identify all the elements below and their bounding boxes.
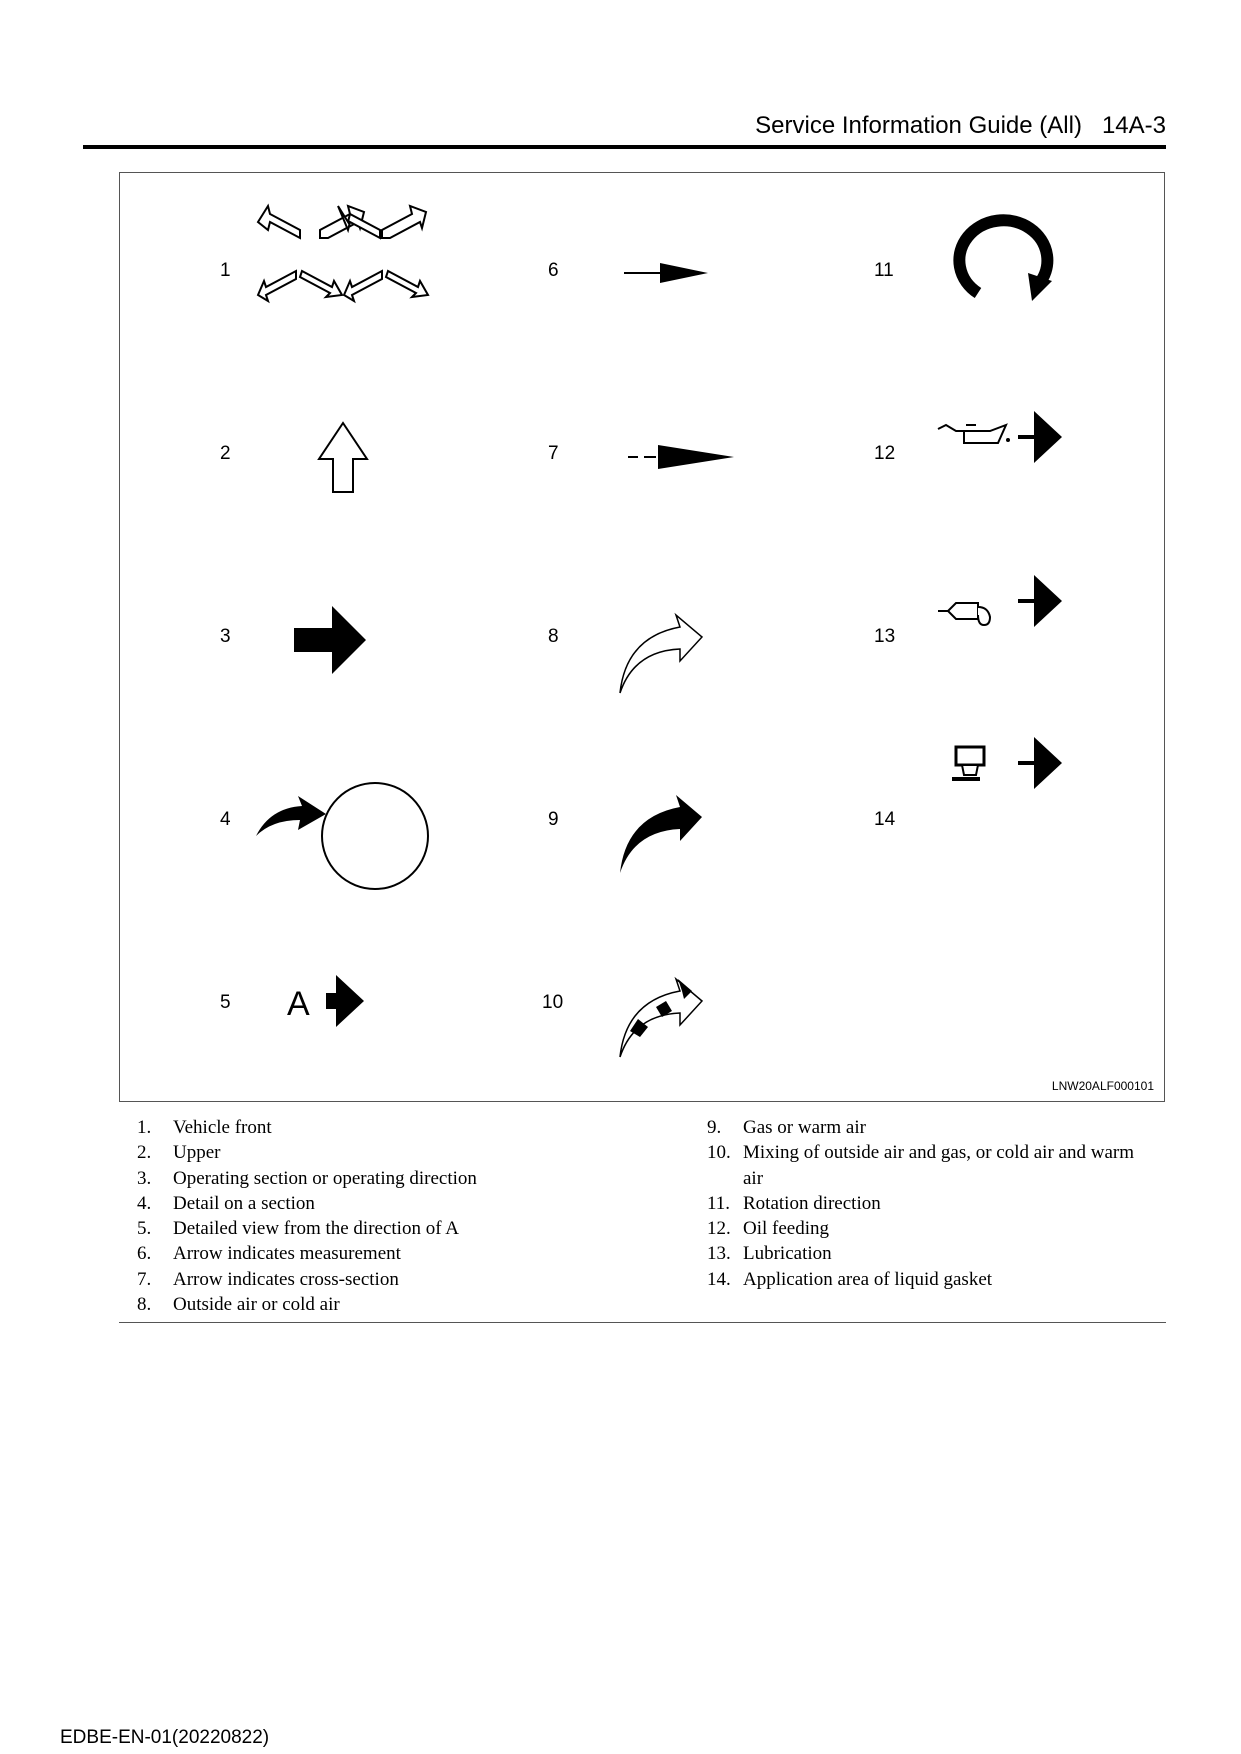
striped-curved-arrow-icon — [620, 979, 702, 1057]
header-title: Service Information Guide (All) — [755, 112, 1082, 139]
legend-right — [707, 1115, 1137, 1292]
symbol-number: 8 — [548, 626, 559, 647]
legend-item: 11. Rotation direction — [707, 1192, 881, 1214]
symbol-figure — [119, 172, 1165, 1102]
page-number: 14A-3 — [1101, 112, 1166, 139]
symbol-number: 10 — [542, 992, 564, 1013]
curved-arrow-circle-icon — [256, 783, 428, 889]
symbol-number: 12 — [874, 443, 896, 464]
oil-can-arrow-icon — [938, 411, 1062, 463]
measurement-arrow-icon — [624, 263, 708, 283]
legend-item: 4. Detail on a section — [137, 1192, 315, 1214]
outline-curved-arrow-icon — [620, 615, 702, 693]
vehicle-front-arrows-icon — [258, 206, 428, 301]
figure-id: LNW20ALF000101 — [1051, 1079, 1154, 1093]
legend-left — [137, 1115, 557, 1317]
symbol-number: 7 — [548, 443, 559, 464]
legend-item: 3. Operating section or operating direction — [137, 1167, 477, 1189]
legend-item: 8. Outside air or cold air — [137, 1294, 340, 1316]
legend-item: 1. Vehicle front — [137, 1117, 272, 1138]
liquid-gasket-arrow-icon — [952, 737, 1062, 789]
view-a-arrow-icon — [287, 975, 364, 1027]
legend-item: 2. Upper — [137, 1142, 221, 1164]
rotation-arrow-icon — [959, 220, 1052, 301]
legend-item: 13. Lubrication — [707, 1243, 832, 1265]
symbol-number: 2 — [220, 443, 231, 464]
symbol-number: 11 — [874, 260, 894, 281]
document-code: EDBE-EN-01(20220822) — [60, 1727, 270, 1748]
cross-section-arrow-icon — [628, 445, 734, 469]
legend-item: 12. Oil feeding — [707, 1218, 830, 1240]
page-header — [755, 112, 1166, 140]
legend-item: 7. Arrow indicates cross-section — [137, 1268, 399, 1290]
up-outline-arrow-icon — [319, 423, 367, 492]
lubrication-arrow-icon — [938, 575, 1062, 627]
symbol-number: 5 — [220, 992, 231, 1013]
solid-right-arrow-icon — [294, 606, 366, 674]
symbol-number: 13 — [874, 626, 896, 647]
symbol-number: 14 — [874, 809, 896, 830]
symbol-number: 6 — [548, 260, 559, 281]
legend-item: 9. Gas or warm air — [707, 1117, 866, 1138]
header-rule — [83, 145, 1166, 149]
symbol-number: 4 — [220, 809, 231, 830]
legend-item: 14. Application area of liquid gasket — [707, 1268, 993, 1290]
legend-item: 10. Mixing of outside air and gas, or cold air and warm air — [707, 1142, 1134, 1189]
symbol-number: 1 — [220, 260, 231, 281]
solid-curved-arrow-icon — [620, 795, 702, 873]
letter-a: A — [287, 985, 310, 1023]
legend-item: 5. Detailed view from the direction of A — [137, 1218, 459, 1240]
symbol-number: 3 — [220, 626, 231, 647]
legend-rule — [119, 1322, 1166, 1323]
symbol-number: 9 — [548, 809, 559, 830]
legend-item: 6. Arrow indicates measurement — [137, 1243, 401, 1265]
